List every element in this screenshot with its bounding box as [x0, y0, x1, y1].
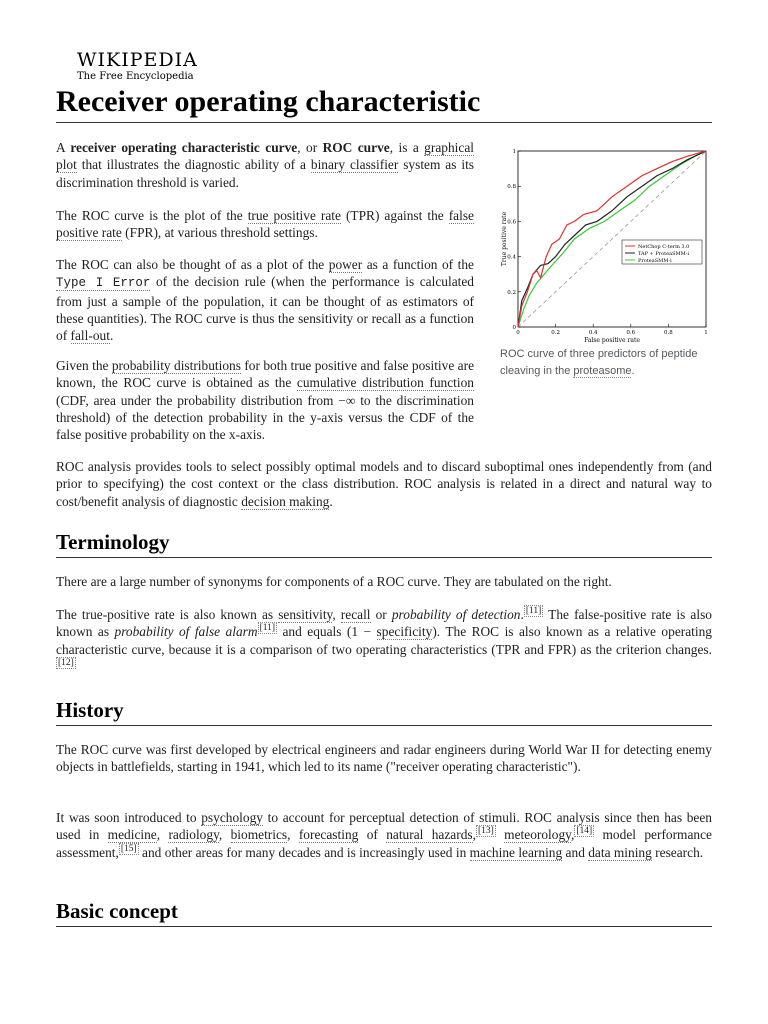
- link-medicine[interactable]: medicine: [107, 827, 157, 843]
- legend-entry: TAP + ProteaSMM-i: [638, 251, 690, 257]
- link-type-i-error[interactable]: Type I Error: [56, 276, 151, 291]
- logo-tagline: The Free Encyclopedia: [77, 71, 194, 82]
- page-title: Receiver operating characteristic: [56, 84, 712, 123]
- link-machine-learning[interactable]: machine learning: [469, 844, 563, 860]
- intro-paragraph-2: The ROC curve is the plot of the true positive rate (TPR) against the false positive rate (FPR), at various threshold settings.: [56, 208, 474, 241]
- y-tick-label: 0: [512, 325, 516, 331]
- intro-paragraph-4: Given the probability distributions for both true positive and false positive are known, the ROC curve is obtained as the cumulative distribution function (CDF, area under the probability distribution from −∞ to the discrimination threshold) of the detection probability in the y-axis versus the CDF of the false positive probability on the x-axis.: [56, 358, 475, 443]
- ref-11[interactable]: [11]: [525, 606, 542, 616]
- link-meteorology[interactable]: meteorology: [504, 827, 571, 843]
- y-tick-label: 0.4: [507, 254, 516, 261]
- link-recall[interactable]: recall: [340, 607, 371, 622]
- link-decision-making[interactable]: decision making: [241, 493, 330, 509]
- roc-figure: [500, 144, 712, 380]
- legend-entry: ProteaSMM-i: [638, 258, 672, 264]
- link-false-positive-rate[interactable]: false positive rate: [56, 208, 474, 241]
- terminology-paragraph-2: The true-positive rate is also known as sensitivity, recall or probability of detection. [11] The false-positive rate is also known as probability of false alarm [11] and equals (1 − specificity). The ROC is also known as a relative operating characteristic curve, because it is a comparison of two operating characteristics (TPR and FPR) as the criterion changes.[12]: [56, 606, 712, 668]
- link-binary-classifier[interactable]: binary classifier: [310, 157, 399, 173]
- link-proteasome[interactable]: proteasome: [573, 365, 632, 377]
- heading-basic-concept: Basic concept: [56, 898, 712, 927]
- ref-12[interactable]: [12]: [58, 657, 74, 668]
- logo-wordmark: WIKIPEDIA: [77, 49, 198, 71]
- link-power[interactable]: power: [328, 257, 363, 272]
- x-tick-label: 0.8: [664, 330, 673, 336]
- x-tick-label: 0: [516, 330, 520, 336]
- ref-15[interactable]: [15]: [120, 843, 137, 854]
- x-tick-label: 0.2: [551, 330, 560, 336]
- link-graphical-plot[interactable]: graphical plot: [56, 140, 474, 173]
- link-natural-hazards[interactable]: natural hazards: [386, 827, 473, 843]
- wikipedia-logo[interactable]: [77, 50, 198, 82]
- y-tick-label: 0.8: [507, 184, 516, 191]
- heading-terminology: Terminology: [56, 529, 712, 558]
- ref-14[interactable]: [14]: [576, 826, 593, 837]
- y-tick-label: 0.2: [507, 289, 516, 296]
- legend-entry: NetChop C-term 3.0: [638, 244, 690, 250]
- y-tick-label: 0.6: [507, 219, 516, 226]
- roc-chart: [500, 144, 712, 344]
- intro-paragraph-5: ROC analysis provides tools to select possibly optimal models and to discard suboptimal ones independently from (and prior to specifying) the cost context or the class distribution. ROC analysis is related in a direct and natural way to cost/benefit analysis of diagnostic decision making.: [56, 459, 712, 509]
- history-paragraph-1: The ROC curve was first developed by electrical engineers and radar engineers during World War II for detecting enemy objects in battlefields, starting in 1941, which led to its name ("receiver operating characteristic").: [56, 742, 712, 775]
- link-data-mining[interactable]: data mining: [588, 844, 652, 860]
- ref-13[interactable]: [13]: [477, 826, 494, 837]
- terminology-paragraph-1: There are a large number of synonyms for components of a ROC curve. They are tabulated on the right.: [56, 574, 612, 589]
- link-probability-distributions[interactable]: probability distributions: [111, 358, 241, 373]
- y-tick-label: 1: [512, 149, 516, 155]
- y-axis-label: True positive rate: [501, 211, 508, 267]
- x-tick-label: 0.4: [588, 330, 598, 336]
- x-tick-label: 0.6: [626, 330, 636, 336]
- history-paragraph-2: It was soon introduced to psychology to account for perceptual detection of stimuli. ROC analysis since then has been used in medicine, radiology, biometrics, forecasting of natural hazards, [13] meteorology, [14] model performance assessment, [15] and other areas for many decades and is increasingly used in machine learning and data mining research.: [56, 810, 712, 860]
- link-specificity[interactable]: specificity: [376, 624, 433, 640]
- link-sensitivity[interactable]: sensitivity: [278, 607, 333, 622]
- chart-legend: [622, 240, 702, 264]
- link-biometrics[interactable]: biometrics: [230, 827, 288, 843]
- link-cumulative-distribution-function[interactable]: cumulative distribution function: [296, 375, 475, 391]
- link-true-positive-rate[interactable]: true positive rate: [247, 208, 341, 223]
- link-fall-out[interactable]: fall-out: [70, 328, 110, 344]
- ref-11-b[interactable]: [11]: [259, 623, 276, 634]
- x-axis-label: False positive rate: [584, 337, 640, 344]
- link-psychology[interactable]: psychology: [201, 810, 263, 825]
- link-forecasting[interactable]: forecasting: [298, 827, 359, 843]
- x-tick-label: 1: [704, 330, 708, 336]
- link-radiology[interactable]: radiology: [168, 827, 219, 843]
- intro-paragraph-3: The ROC can also be thought of as a plot of the power as a function of the Type I Error of the decision rule (when the performance is calculated from just a sample of the population, it can be thought of as estimators of these quantities). The ROC curve is thus the sensitivity or recall as a function of fall-out.: [56, 257, 474, 344]
- intro-paragraph-1: A receiver operating characteristic curve, or ROC curve, is a graphical plot that illustrates the diagnostic ability of a binary classifier system as its discrimination threshold is varied.: [56, 140, 475, 190]
- figure-caption: ROC curve of three predictors of peptide cleaving in the proteasome.: [500, 348, 698, 377]
- heading-history: History: [56, 697, 712, 726]
